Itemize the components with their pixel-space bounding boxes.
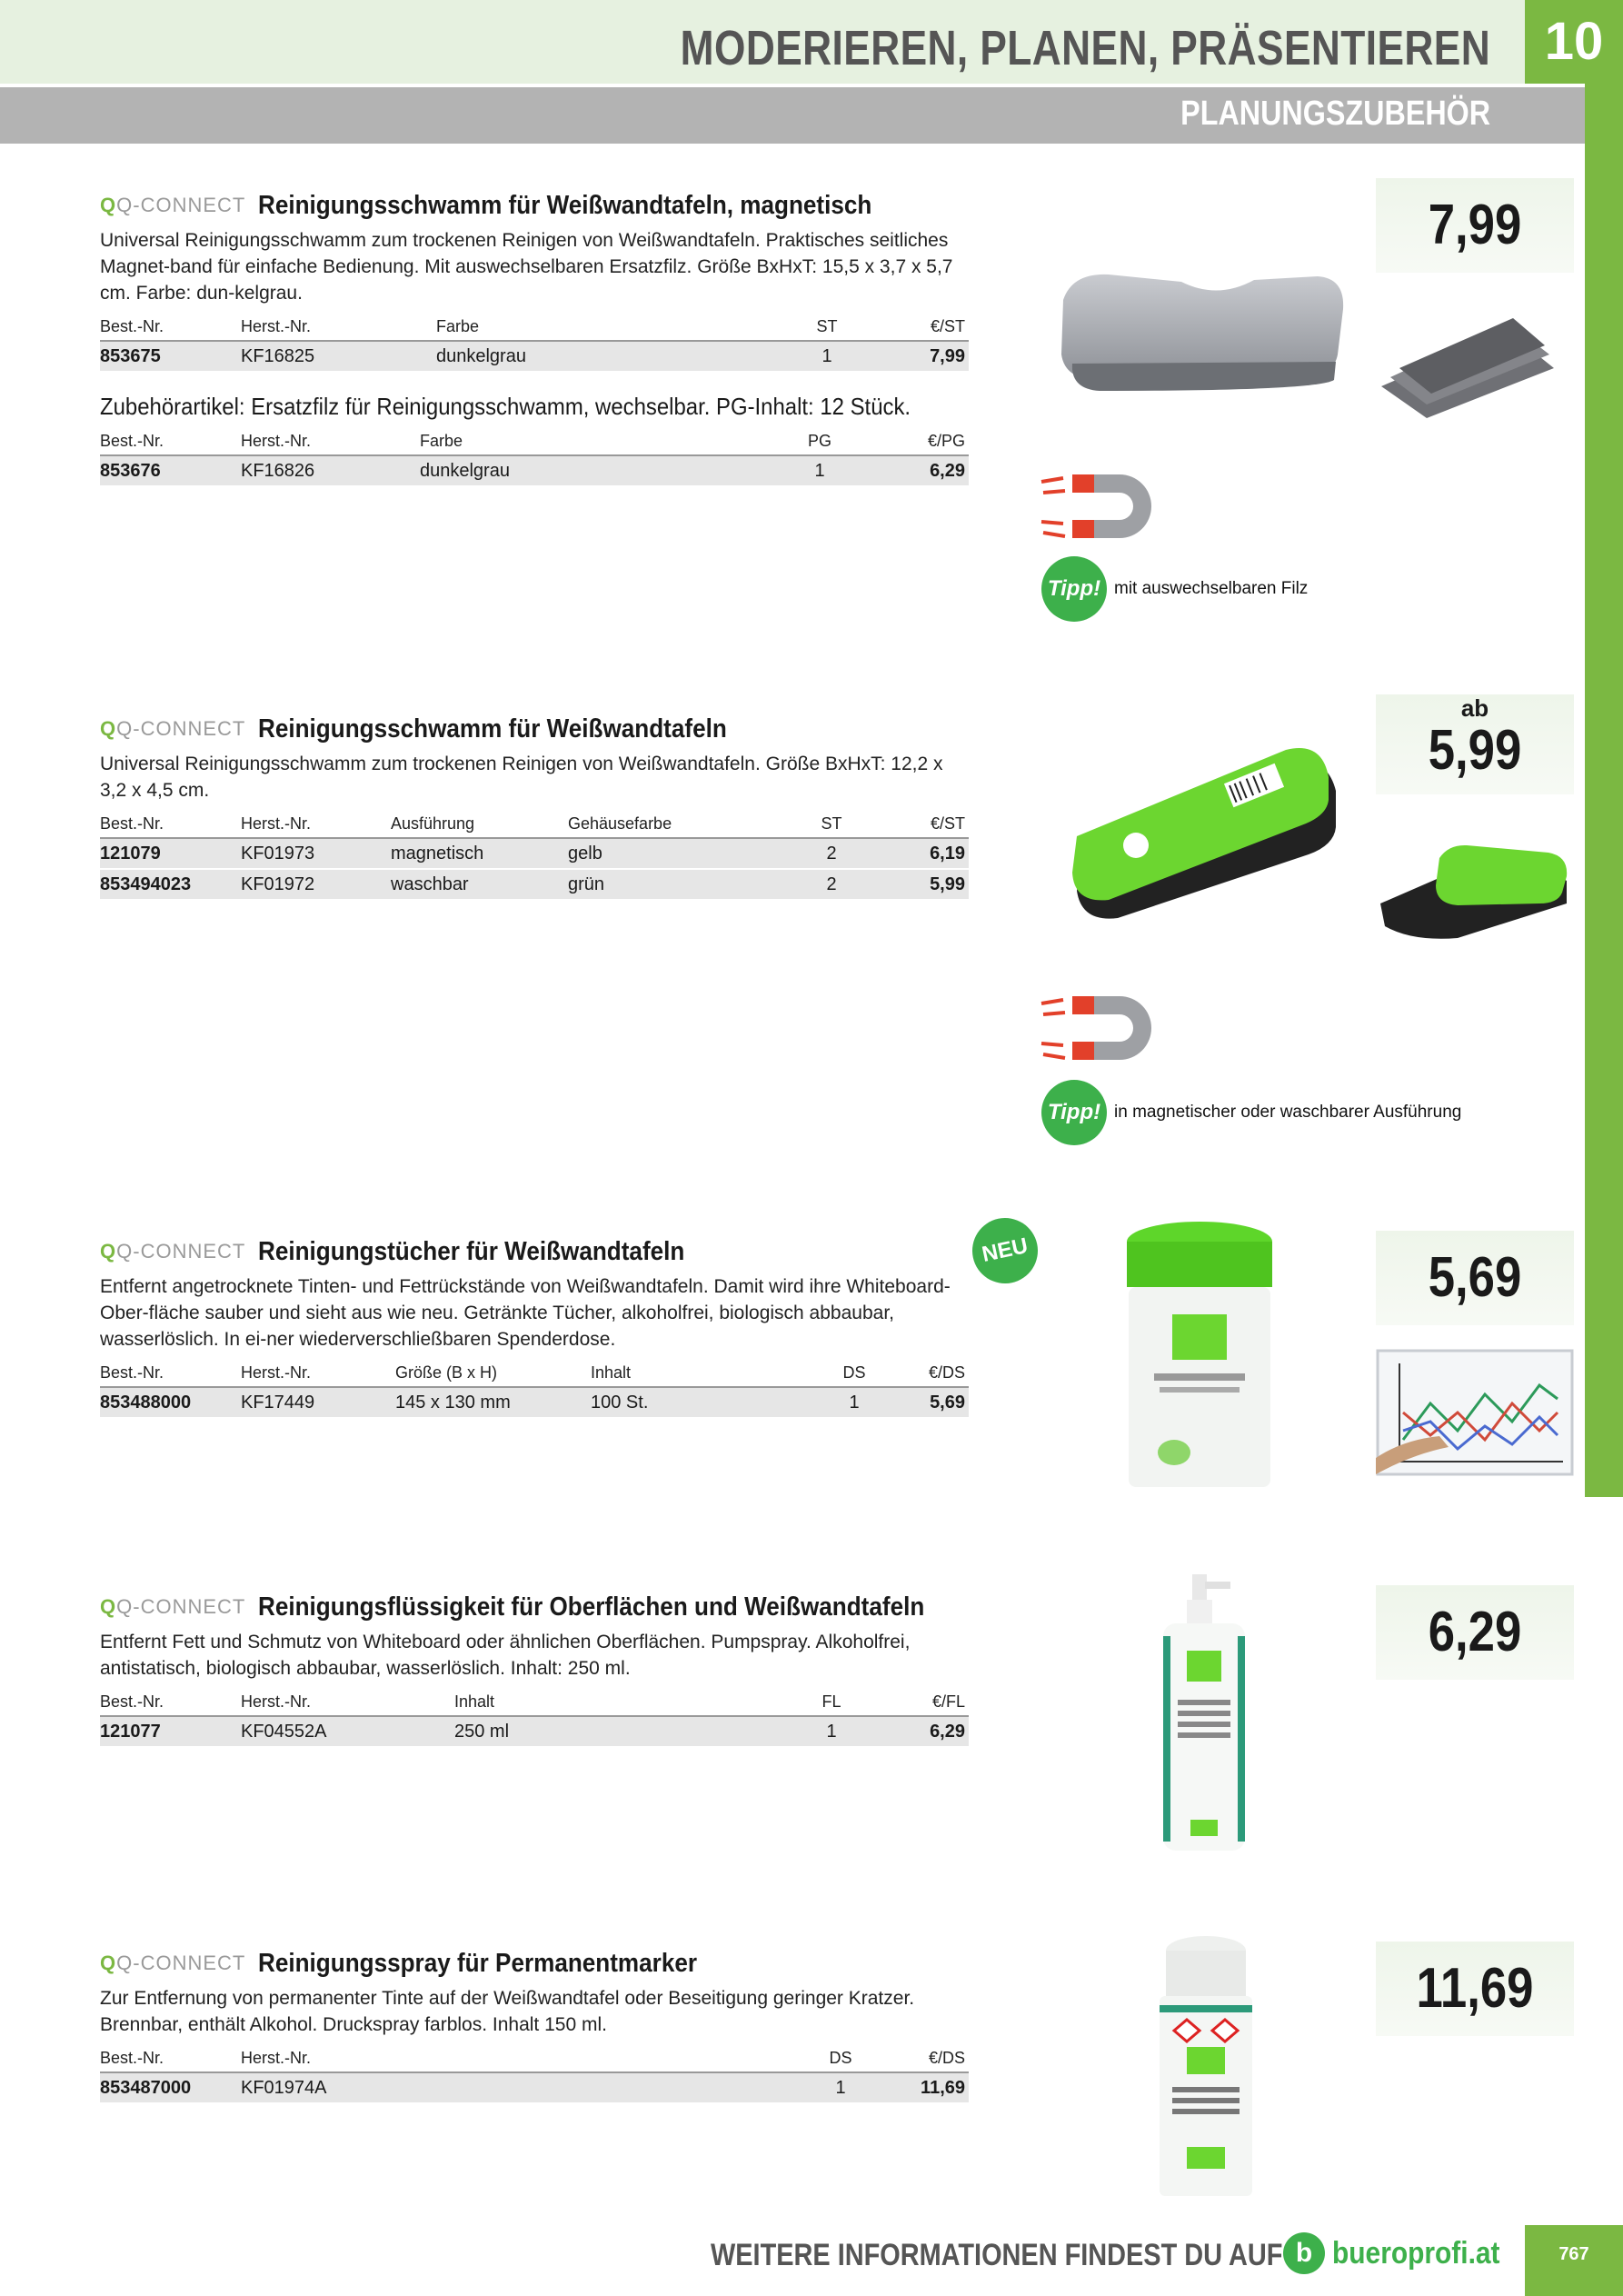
price: 5,99 bbox=[1428, 719, 1522, 782]
table-cell: 100 St. bbox=[591, 1387, 818, 1418]
order-number: 853494023 bbox=[100, 869, 241, 900]
table-cell: magnetisch bbox=[391, 838, 568, 869]
chapter-tab-strip bbox=[1585, 84, 1623, 1497]
table-header: Größe (B x H) bbox=[395, 1362, 591, 1387]
table-header: €/ST bbox=[859, 813, 969, 838]
spec-table bbox=[100, 813, 969, 901]
unit-price: 6,29 bbox=[881, 1716, 969, 1747]
unit-price: 11,69 bbox=[895, 2072, 969, 2103]
table-header: Herst.-Nr. bbox=[241, 2047, 786, 2072]
table-header: Inhalt bbox=[591, 1362, 818, 1387]
magnet-icon bbox=[1038, 465, 1165, 547]
table-cell: gelb bbox=[568, 838, 804, 869]
order-number: 121079 bbox=[100, 838, 241, 869]
tip-badge: Tipp! bbox=[1041, 1080, 1107, 1145]
product-block bbox=[100, 1945, 969, 2104]
unit-count: 1 bbox=[782, 341, 872, 372]
footer-text: WEITERE INFORMATIONEN FINDEST DU AUF bbox=[711, 2238, 1283, 2272]
product-title-row bbox=[100, 1233, 969, 1270]
manufacturer-number: KF16825 bbox=[241, 341, 436, 372]
brand-logo: Q Q-CONNECT bbox=[100, 1952, 246, 1974]
unit-count: 1 bbox=[818, 1387, 891, 1418]
unit-price: 7,99 bbox=[872, 341, 969, 372]
table-header-row bbox=[100, 1362, 969, 1387]
table-header-row bbox=[100, 430, 969, 455]
green-sponge-small-image bbox=[1376, 840, 1574, 942]
price-box bbox=[1376, 694, 1574, 794]
table-header: DS bbox=[818, 1362, 891, 1387]
table-header: €/ST bbox=[872, 315, 969, 341]
product-title: Reinigungsflüssigkeit für Oberflächen und Weißwandtafeln bbox=[258, 1592, 925, 1622]
section-title: PLANUNGSZUBEHÖR bbox=[1180, 95, 1490, 133]
brand-logo: Q Q-CONNECT bbox=[100, 717, 246, 740]
unit-count: 1 bbox=[786, 2072, 895, 2103]
table-cell: dunkelgrau bbox=[420, 455, 774, 486]
table-header: PG bbox=[774, 430, 865, 455]
accessory-table bbox=[100, 430, 969, 487]
table-header: Best.-Nr. bbox=[100, 1691, 241, 1716]
tip-note bbox=[1041, 556, 1308, 622]
product-title: Reinigungsspray für Permanentmarker bbox=[258, 1948, 698, 1978]
table-header-row bbox=[100, 1691, 969, 1716]
spec-table bbox=[100, 2047, 969, 2104]
accessory-note: Zubehörartikel: Ersatzfilz für Reinigungsschwamm, wechselbar. PG-Inhalt: 12 Stück. bbox=[100, 393, 911, 420]
manufacturer-number: KF04552A bbox=[241, 1716, 454, 1747]
table-cell: 145 x 130 mm bbox=[395, 1387, 591, 1418]
table-header: Herst.-Nr. bbox=[241, 1691, 454, 1716]
product-title: Reinigungstücher für Weißwandtafeln bbox=[258, 1236, 685, 1266]
table-row bbox=[100, 2072, 969, 2103]
unit-price: 6,19 bbox=[859, 838, 969, 869]
felt-pads-image bbox=[1372, 314, 1568, 423]
table-row bbox=[100, 838, 969, 869]
table-header: Best.-Nr. bbox=[100, 430, 241, 455]
green-sponge-image bbox=[1063, 736, 1345, 927]
pump-spray-bottle-image bbox=[1154, 1572, 1254, 1854]
manufacturer-number: KF16826 bbox=[241, 455, 420, 486]
new-badge: NEU bbox=[966, 1212, 1043, 1289]
logo-icon: b bbox=[1283, 2232, 1325, 2274]
price: 11,69 bbox=[1416, 1957, 1534, 2020]
table-header: DS bbox=[786, 2047, 895, 2072]
table-header: Farbe bbox=[420, 430, 774, 455]
price-prefix: ab bbox=[1460, 694, 1489, 722]
table-header: Ausführung bbox=[391, 813, 568, 838]
manufacturer-number: KF01972 bbox=[241, 869, 391, 900]
chapter-number: 10 bbox=[1525, 0, 1623, 84]
order-number: 853488000 bbox=[100, 1387, 241, 1418]
table-header: Farbe bbox=[436, 315, 782, 341]
table-row bbox=[100, 1716, 969, 1747]
price-box bbox=[1376, 1585, 1574, 1680]
table-header: Best.-Nr. bbox=[100, 315, 241, 341]
price: 7,99 bbox=[1428, 194, 1522, 256]
unit-price: 6,29 bbox=[865, 455, 969, 486]
order-number: 853676 bbox=[100, 455, 241, 486]
table-header: Herst.-Nr. bbox=[241, 315, 436, 341]
manufacturer-number: KF01973 bbox=[241, 838, 391, 869]
table-header: Inhalt bbox=[454, 1691, 782, 1716]
price: 6,29 bbox=[1428, 1601, 1522, 1663]
tip-text: in magnetischer oder waschbarer Ausführung bbox=[1114, 1103, 1462, 1122]
magnet-icon bbox=[1038, 987, 1165, 1069]
tip-badge: Tipp! bbox=[1041, 556, 1107, 622]
product-block bbox=[100, 711, 969, 901]
price: 5,69 bbox=[1428, 1246, 1522, 1309]
table-row bbox=[100, 869, 969, 900]
footer-logo[interactable] bbox=[1283, 2232, 1523, 2274]
table-cell: grün bbox=[568, 869, 804, 900]
whiteboard-chart-image bbox=[1376, 1349, 1574, 1476]
website-link[interactable]: bueroprofi.at bbox=[1332, 2235, 1500, 2271]
product-block bbox=[100, 1589, 969, 1748]
unit-count: 1 bbox=[774, 455, 865, 486]
spec-table bbox=[100, 315, 969, 373]
table-header: Herst.-Nr. bbox=[241, 1362, 395, 1387]
table-header: €/FL bbox=[881, 1691, 969, 1716]
table-header: ST bbox=[804, 813, 859, 838]
spray-can-image bbox=[1147, 1932, 1265, 2205]
unit-count: 2 bbox=[804, 869, 859, 900]
brand-logo: Q Q-CONNECT bbox=[100, 194, 246, 216]
table-cell: 250 ml bbox=[454, 1716, 782, 1747]
table-header-row bbox=[100, 2047, 969, 2072]
product-title-row bbox=[100, 187, 969, 224]
unit-price: 5,99 bbox=[859, 869, 969, 900]
product-block bbox=[100, 187, 969, 487]
table-header: Gehäusefarbe bbox=[568, 813, 804, 838]
table-row bbox=[100, 341, 969, 372]
table-header-row bbox=[100, 315, 969, 341]
table-header: Best.-Nr. bbox=[100, 813, 241, 838]
product-description: Universal Reinigungsschwamm zum trockenen Reinigen von Weißwandtafeln. Praktisches seitliches Magnet-band für einfache Bedienung. Mit auswechselbaren Ersatzfilz. Größe BxHxT: 15,5 x 3,7 x 5,7 cm. Farbe: dun-kelgrau. bbox=[100, 230, 953, 304]
unit-count: 1 bbox=[782, 1716, 881, 1747]
table-cell: waschbar bbox=[391, 869, 568, 900]
spec-table bbox=[100, 1691, 969, 1748]
product-block bbox=[100, 1233, 969, 1419]
unit-count: 2 bbox=[804, 838, 859, 869]
product-title: Reinigungsschwamm für Weißwandtafeln, magnetisch bbox=[258, 190, 872, 220]
product-description: Entfernt Fett und Schmutz von Whiteboard oder ähnlichen Oberflächen. Pumpspray. Alkoholfrei, antistatisch, biologisch abbaubar, wasserlöslich. Inhalt: 250 ml. bbox=[100, 1632, 911, 1679]
product-description: Zur Entfernung von permanenter Tinte auf der Weißwandtafel oder Beseitigung geringer Kratzer. Brennbar, enthält Alkohol. Druckspray farblos. Inhalt 150 ml. bbox=[100, 1988, 915, 2035]
product-title-row bbox=[100, 1945, 969, 1982]
product-title: Reinigungsschwamm für Weißwandtafeln bbox=[258, 714, 728, 744]
price-box bbox=[1376, 1231, 1574, 1325]
brand-logo: Q Q-CONNECT bbox=[100, 1595, 246, 1618]
table-row bbox=[100, 455, 969, 486]
table-header: ST bbox=[782, 315, 872, 341]
eraser-sponge-image bbox=[1045, 264, 1354, 400]
table-header: Herst.-Nr. bbox=[241, 813, 391, 838]
table-header: €/PG bbox=[865, 430, 969, 455]
price-box bbox=[1376, 1942, 1574, 2036]
page-number: 767 bbox=[1525, 2225, 1623, 2296]
order-number: 853675 bbox=[100, 341, 241, 372]
table-header: Best.-Nr. bbox=[100, 2047, 241, 2072]
table-header: Herst.-Nr. bbox=[241, 430, 420, 455]
tip-text: mit auswechselbaren Filz bbox=[1114, 579, 1309, 598]
table-cell: dunkelgrau bbox=[436, 341, 782, 372]
product-title-row bbox=[100, 711, 969, 747]
product-description: Entfernt angetrocknete Tinten- und Fettrückstände von Weißwandtafeln. Damit wird ihre Whiteboard-Ober-fläche sauber und sieht aus wie neu. Getränkte Tücher, alkoholfrei, biologisch abbaubar, wasserlöslich. In ei-ner wiederverschließbaren Spenderdose. bbox=[100, 1276, 951, 1350]
product-description: Universal Reinigungsschwamm zum trockenen Reinigen von Weißwandtafeln. Größe BxHxT: 12,2 x 3,2 x 4,5 cm. bbox=[100, 754, 943, 801]
manufacturer-number: KF01974A bbox=[241, 2072, 786, 2103]
product-title-row bbox=[100, 1589, 969, 1625]
tip-note bbox=[1041, 1080, 1461, 1145]
order-number: 853487000 bbox=[100, 2072, 241, 2103]
page-title: MODERIEREN, PLANEN, PRÄSENTIEREN bbox=[680, 21, 1490, 75]
wipes-canister-image bbox=[1118, 1214, 1281, 1500]
table-header: €/DS bbox=[895, 2047, 969, 2072]
manufacturer-number: KF17449 bbox=[241, 1387, 395, 1418]
unit-price: 5,69 bbox=[891, 1387, 969, 1418]
order-number: 121077 bbox=[100, 1716, 241, 1747]
table-row bbox=[100, 1387, 969, 1418]
table-header: FL bbox=[782, 1691, 881, 1716]
table-header: €/DS bbox=[891, 1362, 969, 1387]
table-header: Best.-Nr. bbox=[100, 1362, 241, 1387]
table-header-row bbox=[100, 813, 969, 838]
brand-logo: Q Q-CONNECT bbox=[100, 1240, 246, 1263]
price-box bbox=[1376, 178, 1574, 273]
spec-table bbox=[100, 1362, 969, 1419]
